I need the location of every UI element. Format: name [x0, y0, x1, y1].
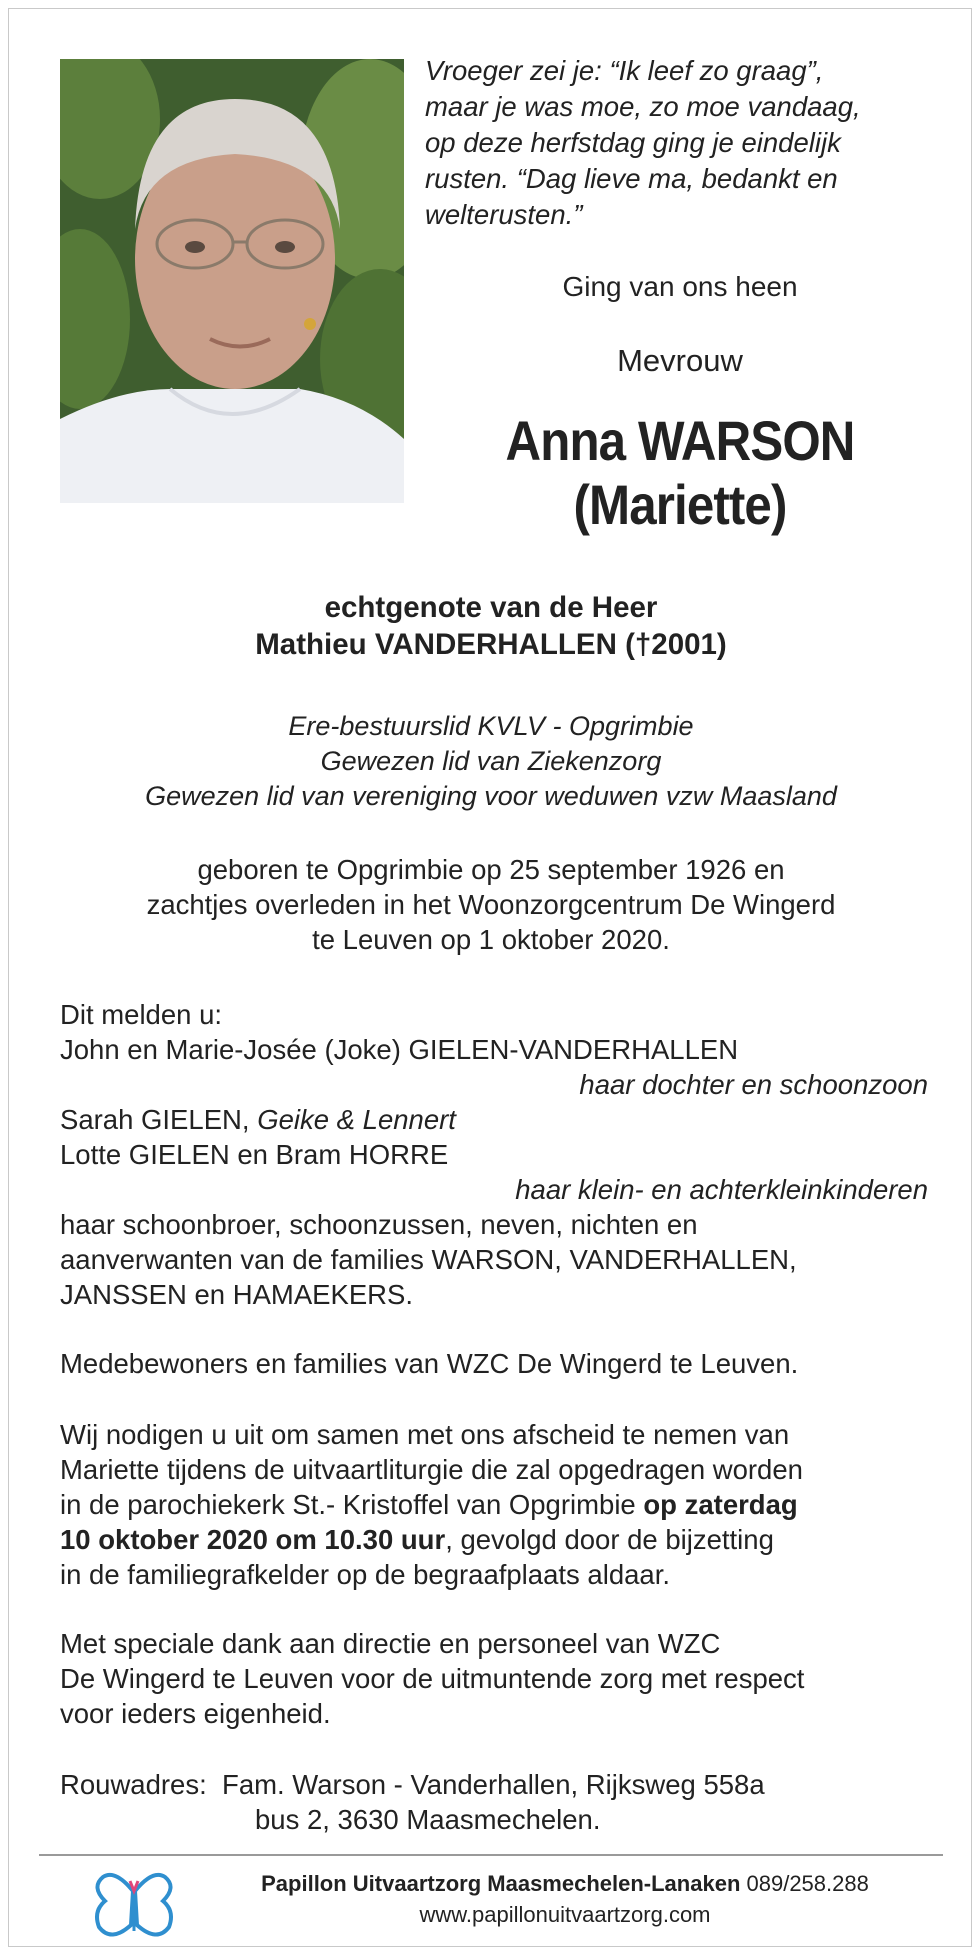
family-relation: haar klein- en achterkleinkinderen — [515, 1174, 928, 1205]
family-name: Sarah GIELEN, — [60, 1104, 258, 1135]
invitation-text: in de parochiekerk St.- Kristoffel van Opgrimbie — [60, 1489, 644, 1520]
company-name: Papillon Uitvaartzorg Maasmechelen-Lanaken — [261, 1871, 741, 1896]
name-line: Anna WARSON — [505, 409, 855, 472]
born-line: te Leuven op 1 oktober 2020. — [312, 924, 670, 955]
invitation-line — [60, 1522, 940, 1557]
company-phone: 089/258.288 — [740, 1871, 869, 1896]
invitation-text: , gevolgd door de bijzetting — [445, 1524, 774, 1555]
family-intro: Dit melden u: — [60, 999, 223, 1030]
invitation-line — [60, 1487, 940, 1522]
deceased-name — [456, 409, 905, 537]
address-line — [60, 1767, 940, 1802]
salutation: Mevrouw — [617, 343, 743, 378]
spouse-line: echtgenote van de Heer — [324, 591, 658, 624]
born-line: zachtjes overleden in het Woonzorgcentrum De Wingerd — [146, 889, 836, 920]
residents-line: Medebewoners en families van WZC De Wingerd te Leuven. — [60, 1348, 799, 1379]
address-line-2: bus 2, 3630 Maasmechelen. — [255, 1804, 601, 1835]
title-line: Ere-bestuurslid KVLV - Opgrimbie — [288, 711, 694, 741]
mourning-address — [60, 1767, 940, 1837]
obituary-card — [8, 8, 972, 1947]
address-label: Rouwadres: — [60, 1769, 207, 1800]
poem-line: op deze herfstdag ging je eindelijk — [425, 127, 841, 158]
poem — [425, 53, 945, 233]
poem-line: welterusten.” — [425, 199, 583, 230]
address-text: Fam. Warson - Vanderhallen, Rijksweg 558a — [222, 1769, 765, 1800]
invitation-line: in de familiegrafkelder op de begraafplaats aldaar. — [60, 1559, 670, 1590]
thanks — [60, 1626, 940, 1731]
family-line: haar schoonbroer, schoonzussen, neven, nichten en — [60, 1209, 698, 1240]
poem-line: rusten. “Dag lieve ma, bedankt en — [425, 163, 838, 194]
birth-death-info — [9, 852, 973, 957]
family-line: aanverwanten van de families WARSON, VANDERHALLEN, — [60, 1244, 797, 1275]
titles — [9, 709, 973, 814]
footer-divider — [39, 1854, 943, 1856]
nickname-line: (Mariette) — [573, 473, 787, 536]
invitation — [60, 1417, 940, 1592]
poem-line: Vroeger zei je: “Ik leef zo graag”, — [425, 55, 824, 86]
family-line: John en Marie-Josée (Joke) GIELEN-VANDERHALLEN — [60, 1034, 739, 1065]
poem-line: maar je was moe, zo moe vandaag, — [425, 91, 861, 122]
spouse-info — [9, 589, 973, 663]
portrait-photo — [60, 59, 404, 503]
thanks-line: Met speciale dank aan directie en personeel van WZC — [60, 1628, 721, 1659]
company-website[interactable]: www.papillonuitvaartzorg.com — [419, 1902, 711, 1927]
family-line: JANSSEN en HAMAEKERS. — [60, 1279, 414, 1310]
family-relation: haar dochter en schoonzoon — [579, 1069, 928, 1100]
footer-company-line — [185, 1869, 945, 1899]
born-line: geboren te Opgrimbie op 25 september 1926 en — [197, 854, 785, 885]
family-name-italic: Geike & Lennert — [257, 1104, 456, 1135]
family-section — [60, 997, 940, 1312]
title-line: Gewezen lid van Ziekenzorg — [320, 746, 662, 776]
butterfly-icon — [89, 1867, 179, 1945]
thanks-line: voor ieders eigenheid. — [60, 1698, 331, 1729]
title-line: Gewezen lid van vereniging voor weduwen vzw Maasland — [145, 781, 837, 811]
invitation-time: 10 oktober 2020 om 10.30 uur — [60, 1524, 446, 1555]
spouse-name: Mathieu VANDERHALLEN (†2001) — [255, 628, 727, 661]
invitation-line: Wij nodigen u uit om samen met ons afscheid te nemen van — [60, 1419, 790, 1450]
invitation-line: Mariette tijdens de uitvaartliturgie die zal opgedragen worden — [60, 1454, 803, 1485]
invitation-date: op zaterdag — [643, 1489, 798, 1520]
announcement: Ging van ons heen — [562, 271, 798, 302]
thanks-line: De Wingerd te Leuven voor de uitmuntende zorg met respect — [60, 1663, 805, 1694]
family-line — [60, 1102, 940, 1137]
family-line: Lotte GIELEN en Bram HORRE — [60, 1139, 449, 1170]
